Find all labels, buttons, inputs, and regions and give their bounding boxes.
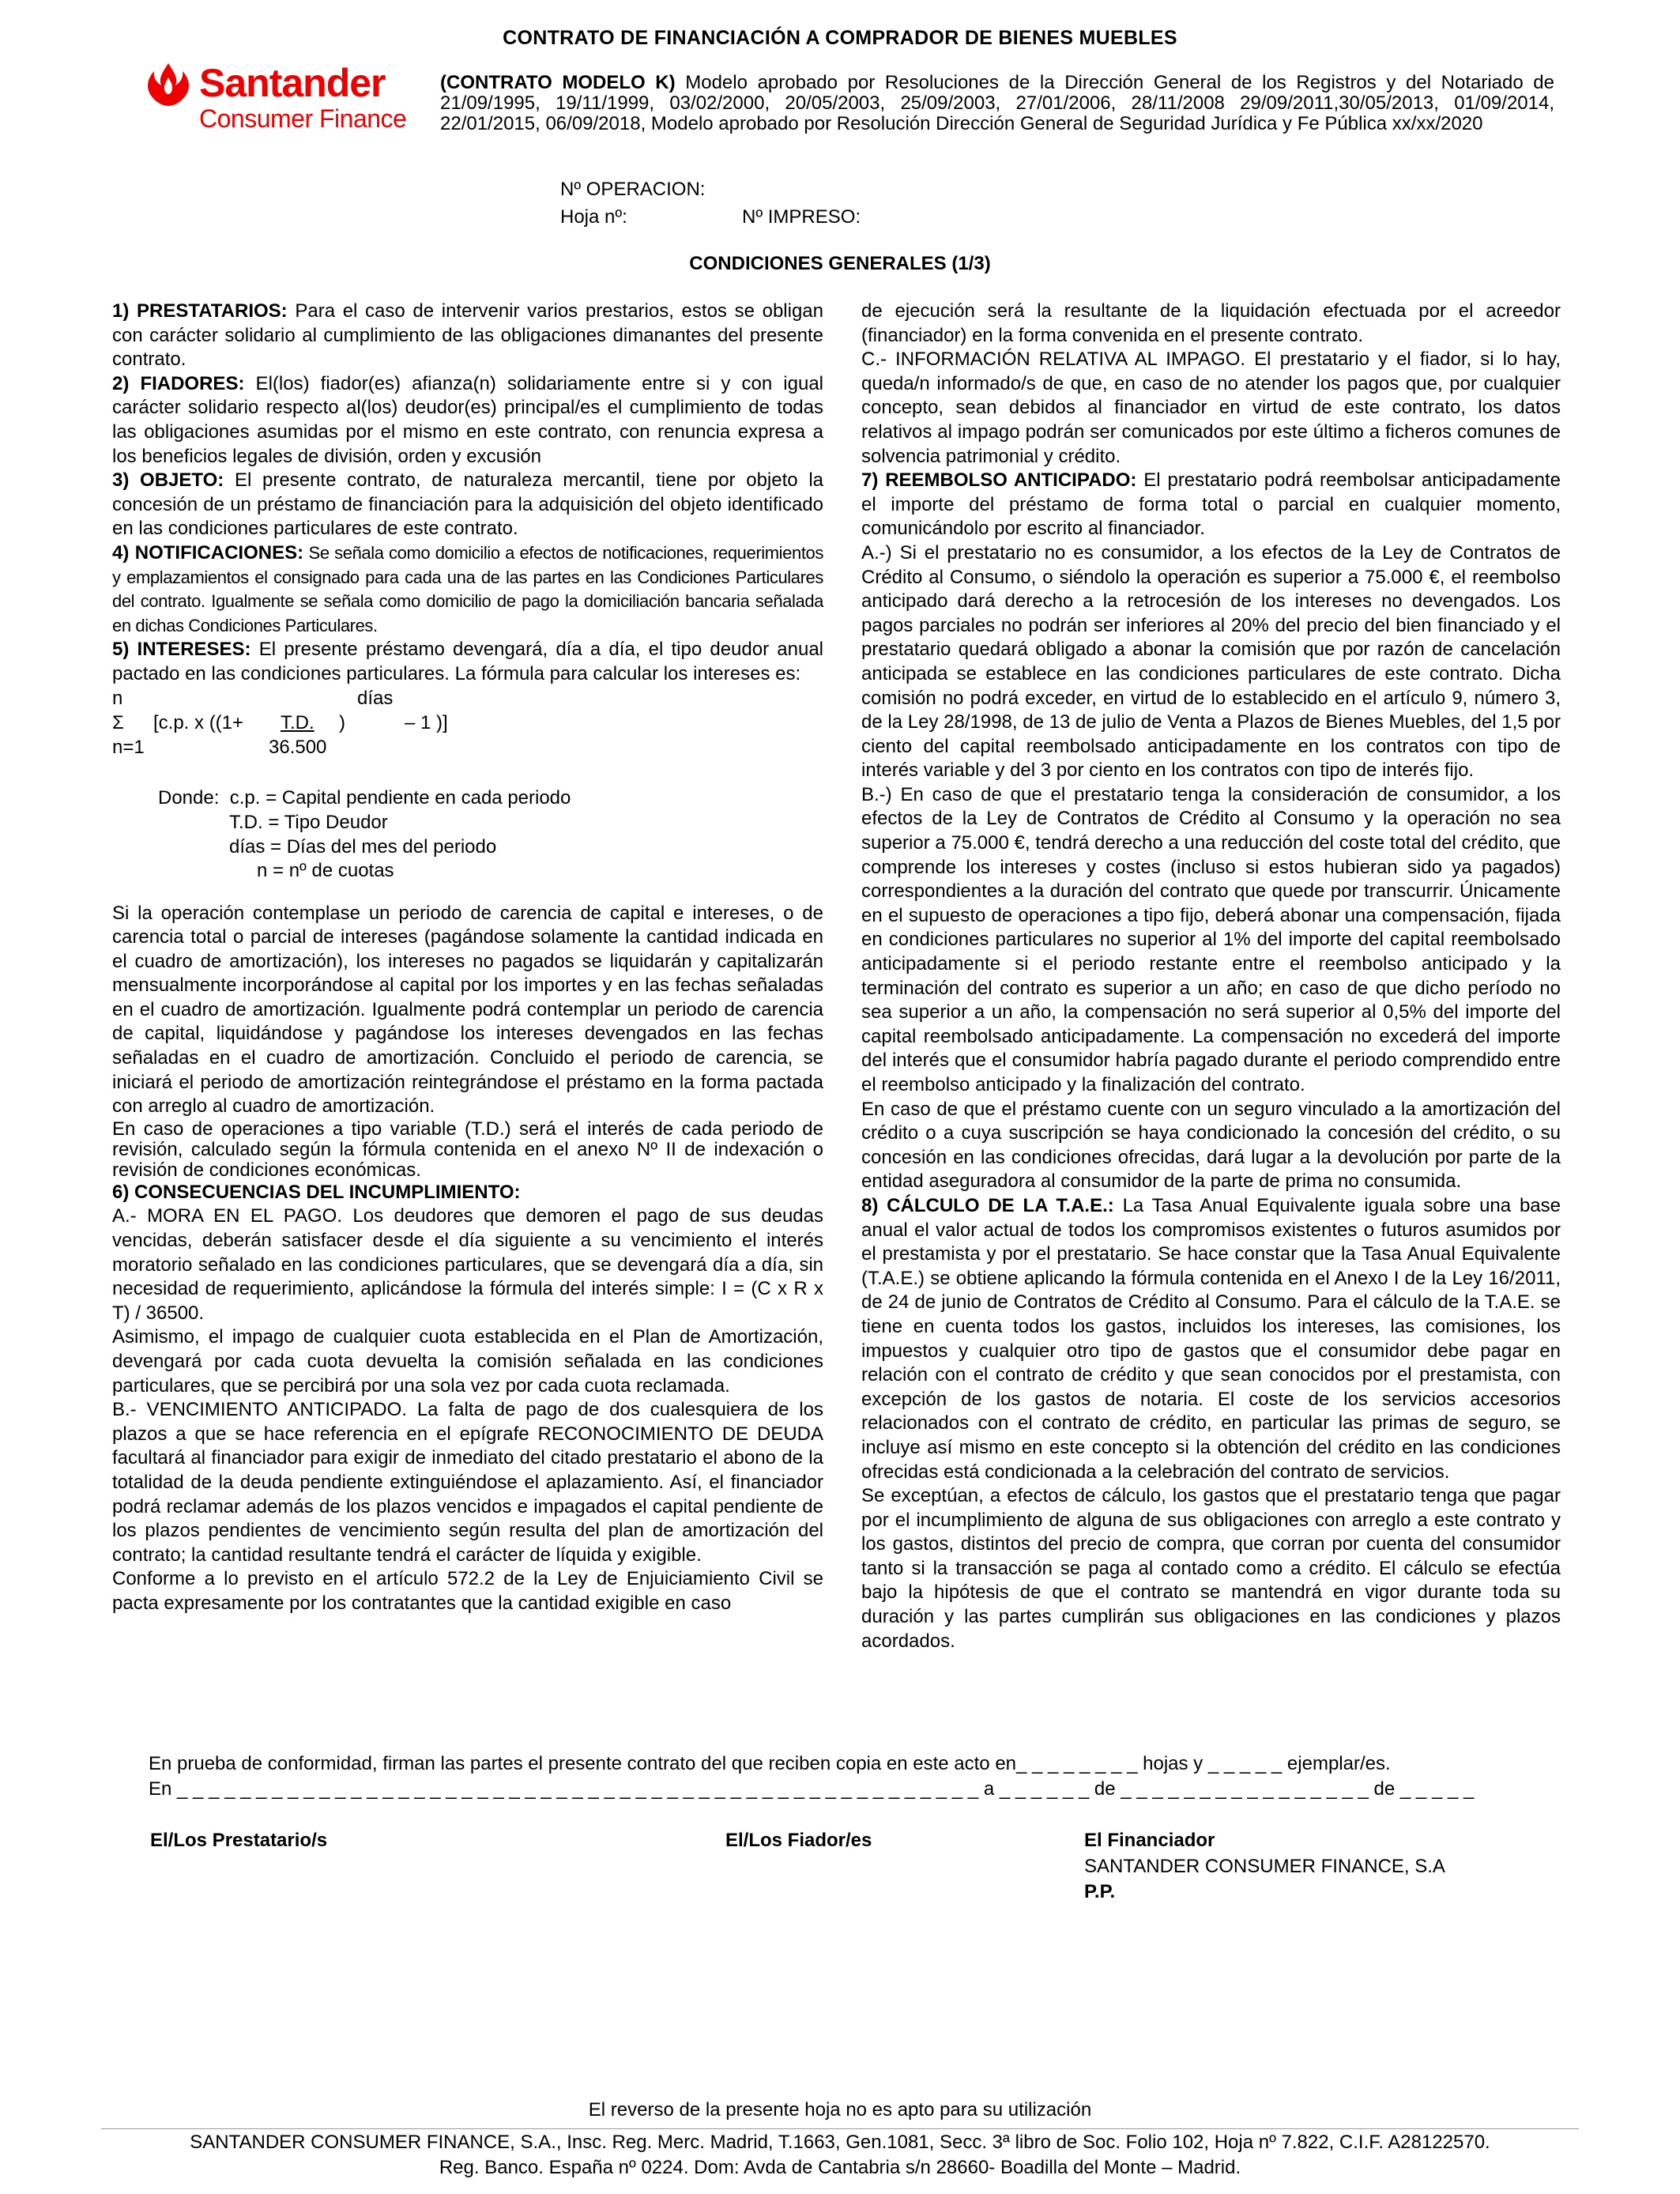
legend-n: n = nº de cuotas <box>257 859 394 881</box>
clause-title: 3) OBJETO: <box>112 469 224 492</box>
left-column <box>112 300 823 1616</box>
early-repayment-b: B.-) En caso de que el prestatario tenga la consideración de consumidor, a los efectos de la Ley de Contratos de Crédito al Consumo y la operación no sea superior a 75.000 €, tendrá derecho a una reducción del coste total del crédito, que comprende los intereses y costes (incluso si estos hubieran sido ya pagados) correspondientes a la duración del contrato que quede por transcurrir. Únicamente en el supuesto de operaciones a tipo fijo, deberá abonar una compensación, fijada en condiciones particulares no superior al 1% del importe del capital reembolsado anticipadamente si el periodo restante entre el reembolso anticipado y la terminación del contrato es superior a un año; en caso de que dicho período no sea superior a un año, la compensación no será superior al 0,5% del importe del capital reembolsado anticipadamente. La compensación no excederá del importe del interés que el consumidor habría pagado durante el periodo comprendido entre el reembolso anticipado y la finalización del contrato. <box>861 783 1561 1095</box>
formula-denominator: 36.500 <box>269 736 327 758</box>
clause-text: El presente contrato, de naturaleza mercantil, tiene por objeto la concesión de un préstamo de financiación para la adquisición del objeto identificado en las condiciones particulares de este contrato. <box>112 469 823 540</box>
variable-rate-paragraph: En caso de operaciones a tipo variable (T.D.) será el interés de cada periodo de revisión, calculado según la fórmula contenida en el anexo Nº II de indexación o revisión de condiciones económicas. <box>112 1118 823 1181</box>
reverse-notice: El reverso de la presente hoja no es apto para su utilización <box>588 2099 1092 2120</box>
document-title: CONTRATO DE FINANCIACIÓN A COMPRADOR DE BIENES MUEBLES <box>503 27 1177 49</box>
clause-title: 6) CONSECUENCIAS DEL INCUMPLIMIENTO: <box>112 1181 521 1203</box>
model-description <box>440 73 1554 134</box>
clause-interest <box>112 638 823 686</box>
logo-subtitle: Consumer Finance <box>199 104 407 133</box>
flame-icon <box>144 62 193 111</box>
clause-text: El(los) fiador(es) afianza(n) solidariamente entre si y con igual carácter solidario respecto al(los) deudor(es) principal/es el cumplimiento de todas las obligaciones asumidas por el mismo en este contrato, con renuncia expresa a los beneficios legales de división, orden y excusión <box>112 372 824 467</box>
clause-early-repayment <box>861 469 1561 541</box>
default-civil-procedure: Conforme a lo previsto en el artículo 572.2 de la Ley de Enjuiciamiento Civil se pacta expresamente por los contratantes que la cantidad exigible en caso <box>112 1568 823 1614</box>
sheet-number-label: Hoja nº: <box>560 206 627 228</box>
interest-formula <box>112 687 823 763</box>
clause-borrowers <box>112 300 823 372</box>
clause-text: Se señala como domicilio a efectos de notificaciones, requerimientos y emplazamientos el consignado para cada una de las partes en las Condiciones Particulares del contrato. Igualmente se señala como domicilio de pago la domiciliación bancaria señalada en dichas Condiciones Particulares. <box>112 542 823 635</box>
legend-cp: Donde: c.p. = Capital pendiente en cada periodo <box>158 786 571 809</box>
right-column <box>861 300 1561 1653</box>
clause-title: 2) FIADORES: <box>112 372 245 394</box>
formula-minus-one: – 1 )] <box>405 711 448 733</box>
clause-text: Para el caso de intervenir varios prestarios, estos se obligan con carácter solidario al cumplimiento de las obligaciones dimanantes del presente contrato. <box>112 300 823 371</box>
formula-sigma: Σ <box>112 711 124 733</box>
borrower-signature-label: El/Los Prestatario/s <box>150 1830 328 1851</box>
clause-object <box>112 469 823 541</box>
formula-paren: ) <box>339 711 345 733</box>
early-repayment-a: A.-) Si el prestatario no es consumidor, a los efectos de la Ley de Contratos de Crédito al Consumo, o siéndolo la operación es superior a 75.000 €, el reembolso anticipado dará derecho a la retrocesión de los intereses no devengados. Los pagos parciales no podrán ser inferiores al 20% del precio del bien financiado y el prestatario quedará obligado a abonar la comisión que por razón de cancelación anticipada se establece en las condiciones particulares de este contrato. Dicha comisión no podrá exceder, en virtud de lo establecido en el artículo 9, número 3, de la Ley 28/1998, de 13 de julio de Venta a Plazos de Bienes Muebles, del 1,5 por ciento del capital reembolsado anticipadamente en los contratos con tipo de interés variable y del 3 por ciento en los contratos con tipo de interés fijo. <box>861 541 1561 782</box>
logo-wordmark: Santander <box>199 61 386 105</box>
conditions-title: CONDICIONES GENERALES (1/3) <box>689 253 991 274</box>
footer-address: Reg. Banco. España nº 0224. Dom: Avda de Cantabria s/n 28660- Boadilla del Monte – Madrid. <box>439 2157 1241 2178</box>
default-late-payment: A.- MORA EN EL PAGO. Los deudores que demoren el pago de sus deudas vencidas, deberán satisfacer desde el día siguiente a su vencimiento el interés moratorio señalado en las condiciones particulares, que se devengará día a día, sin necesidad de requerimiento, aplicándose la fórmula del interés simple: I = (C x R x T) / 36500. <box>112 1205 823 1324</box>
footer-divider <box>101 2128 1579 2129</box>
financier-signature-label: El Financiador <box>1084 1830 1215 1851</box>
clause-title: 4) NOTIFICACIONES: <box>112 541 304 564</box>
operation-number-label: Nº OPERACION: <box>560 179 706 200</box>
footer-registry: SANTANDER CONSUMER FINANCE, S.A., Insc. Reg. Merc. Madrid, T.1663, Gen.1081, Secc. 3ª libro de Soc. Folio 102, Hoja nº 7.822, C.I.F. A28122570. <box>190 2132 1490 2153</box>
formula-expression: [c.p. x ((1+ <box>153 711 244 733</box>
formula-n1: n=1 <box>112 736 145 758</box>
financier-pp: P.P. <box>1084 1881 1116 1902</box>
clause-text: La Tasa Anual Equivalente iguala sobre una base anual el valor actual de todos los compromisos existentes o futuros asumidos por el prestamista y por el prestatario. Se hace constar que la Tasa Anual Equivalente (T.A.E.) se obtiene aplicando la fórmula contenida en el Anexo I de la Ley 16/2011, de 24 de junio de Contratos de Crédito al Consumo. Para el cálculo de la T.A.E. se tiene en cuenta todos los gastos, incluidos los intereses, las comisiones, los impuestos y cualquier otro tipo de gastos que el consumidor debe pagar en relación con el contrato de crédito y que sean conocidos por el prestamista, con excepción de los gastos de notaria. El coste de los servicios accesorios relacionados con el contrato de crédito, en particular las primas de seguro, se incluye así mismo en este concepto si la obtención del crédito en las condiciones ofrecidas está condicionada a la celebración del contrato de servicios. <box>861 1194 1561 1483</box>
formula-td: T.D. <box>281 711 315 733</box>
formula-days: días <box>357 687 394 709</box>
clause-title: 8) CÁLCULO DE LA T.A.E.: <box>861 1194 1114 1216</box>
apr-exceptions: Se exceptúan, a efectos de cálculo, los gastos que el prestatario tenga que pagar por el incumplimiento de alguna de sus obligaciones con arreglo a este contrato y los gastos, distintos del precio de compra, que corran por cuenta del consumidor tanto si la transacción se paga al contado como a crédito. El cálculo se efectúa bajo la hipótesis de que el contrato se mantendrá en vigor durante toda su duración y las partes cumplirán sus obligaciones en las condiciones y plazos acordados. <box>861 1485 1561 1652</box>
clause-guarantors <box>112 372 823 469</box>
formula-n: n <box>112 687 123 709</box>
conformity-line: En prueba de conformidad, firman las partes el presente contrato del que reciben copia en este acto en_ _ _ _ _ _ _ _ hojas y _ _ _ _ _ ejemplar/es. <box>149 1753 1391 1774</box>
guarantor-signature-label: El/Los Fiador/es <box>725 1830 872 1851</box>
early-repayment-insurance: En caso de que el préstamo cuente con un seguro vinculado a la amortización del crédito o a cuya suscripción se haya condicionado la concesión del crédito, o su concesión en las condiciones ofrecidas, dará lugar a la devolución por parte de la entidad aseguradora al consumidor de la parte de prima no consumida. <box>861 1098 1561 1193</box>
clause-text: El presente préstamo devengará, día a día, el tipo deudor anual pactado en las condiciones particulares. La fórmula para calcular los intereses es: <box>112 639 823 684</box>
financier-company: SANTANDER CONSUMER FINANCE, S.A <box>1084 1856 1445 1877</box>
grace-period-paragraph: Si la operación contemplase un periodo de carencia de capital e intereses, o de carencia total o parcial de intereses (pagándose solamente la cantidad indicada en el cuadro de amortización), los intereses no pagados se liquidarán y capitalizarán mensualmente incorporándose al capital por los importes y en las fechas señaladas en el cuadro de amortización. Igualmente podrá contemplar un periodo de carencia de capital, liquidándose y pagándose los intereses devengados en las fechas señaladas en el cuadro de amortización. Concluido el periodo de carencia, se iniciará el periodo de amortización reintegrándose el préstamo en la forma pactada con arreglo al cuadro de amortización. <box>112 902 823 1118</box>
santander-logo <box>141 58 425 138</box>
execution-continuation: de ejecución será la resultante de la liquidación efectuada por el acreedor (financiador) en la forma convenida en el presente contrato. <box>861 300 1561 346</box>
clause-title: 1) PRESTATARIOS: <box>112 300 288 322</box>
place-date-line: En _ _ _ _ _ _ _ _ _ _ _ _ _ _ _ _ _ _ _ _ _ _ _ _ _ _ _ _ _ _ _ _ _ _ _ _ _ _ _ _ _ _ _ _ _ _ _ _ _ _ _ a _ _ _ _ _ _ de _ _ _ _ _ _ _ _ _ _ _ _ _ _ _ _ de _ _ _ _ _ <box>149 1778 1475 1800</box>
default-acceleration: B.- VENCIMIENTO ANTICIPADO. La falta de pago de dos cualesquiera de los plazos a que se hace referencia en el epígrafe RECONOCIMIENTO DE DEUDA facultará al financiador para exigir de inmediato del citado prestatario el abono de la totalidad de la deuda pendiente extinguiéndose el aplazamiento. Así, el financiador podrá reclamar además de los plazos vencidos e impagados el capital pendiente de los plazos pendientes de vencimiento según resulta del plan de amortización del contrato; la cantidad resultante tendrá el carácter de líquida y exigible. <box>112 1399 823 1566</box>
model-approvals: Modelo aprobado por Resoluciones de la Dirección General de los Registros y del Notariado de 21/09/1995, 19/11/1999, 03/02/2000, 20/05/2003, 25/09/2003, 27/01/2006, 28/11/2008 29/09/2011,30/05/2013, 01/09/2014, 22/01/2015, 06/09/2018, Modelo aprobado por Resolución Dirección General de Seguridad Jurídica y Fe Pública xx/xx/2020 <box>440 72 1555 134</box>
clause-default <box>112 1181 823 1205</box>
legend-td: T.D. = Tipo Deudor <box>229 811 388 833</box>
legend-days: días = Días del mes del periodo <box>229 835 497 858</box>
clause-text: El prestatario podrá reembolsar anticipadamente el importe del préstamo de forma total o parcial en cualquier momento, comunicándolo por escrito al financiador. <box>861 469 1561 540</box>
default-information: C.- INFORMACIÓN RELATIVA AL IMPAGO. El prestatario y el fiador, si lo hay, queda/n informado/s de que, en caso de no atender los pagos que, por cualquier concepto, sean debidos al financiador en virtud de este contrato, los datos relativos al impago podrán ser comunicados por este último a ficheros comunes de solvencia patrimonial y crédito. <box>861 349 1561 467</box>
default-fee: Asimismo, el impago de cualquier cuota establecida en el Plan de Amortización, devengará por cada cuota devuelta la comisión señalada en las condiciones particulares, que se percibirá por una sola vez por cada cuota reclamada. <box>112 1326 823 1397</box>
clause-apr <box>861 1194 1561 1484</box>
clause-title: 5) INTERESES: <box>112 639 251 661</box>
formula-legend <box>112 763 823 881</box>
clause-notifications <box>112 541 823 638</box>
clause-title: 7) REEMBOLSO ANTICIPADO: <box>861 469 1137 492</box>
printed-number-label: Nº IMPRESO: <box>742 206 861 228</box>
model-name: (CONTRATO MODELO K) <box>440 72 676 93</box>
